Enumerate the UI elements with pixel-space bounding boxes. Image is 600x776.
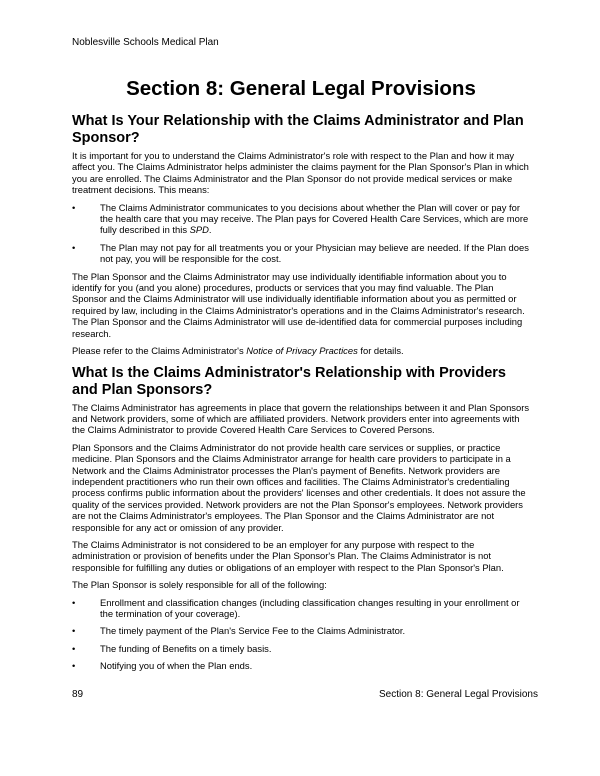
- list-item: • The timely payment of the Plan's Service Fee to the Claims Administrator.: [72, 625, 406, 637]
- bullet-icon: •: [72, 660, 76, 672]
- paragraph-identifiable-info: The Plan Sponsor and the Claims Administrator may use individually identifiable information about you to identify for you (and you alone) procedures, products or services that you may find valuable. The Plan Sponsor and the Claims Administrator will use individually identifiable information about you as permitted or required by law, including in the Claims Administrator's operations and in the Claims Administrator's research. The Plan Sponsor and the Claims Administrator will use de-identified data for commercial purposes including research.: [72, 270, 525, 339]
- list-item: • The Claims Administrator communicates to you decisions about whether the Plan will cover or pay for the health care that you may receive. The Plan pays for Covered Health Care Services, which are more fully described in this SPD.: [72, 201, 529, 236]
- bullet-icon: •: [72, 241, 76, 253]
- running-footer-section: Section 8: General Legal Provisions: [379, 689, 538, 700]
- paragraph-no-health-services: Plan Sponsors and the Claims Administrator do not provide health care services or supplies, or practice medicine. Plan Sponsors and the Claims Administrator arrange for health care providers to participate in a Network and the Claims Administrator processes the Plan's payment of Benefits. Network providers are independent practitioners who run their own offices and facilities. The Claims Administrator's credentialing process confirms public information about the providers' licenses and other credentials. It does not assure the quality of the services provided. Network providers are not the Plan Sponsor's employees. Network providers are not the Claims Administrator's employees. The Plan Sponsor and the Claims Administrator are not responsible for any act or omission of any provider.: [72, 441, 526, 533]
- bullet-icon: •: [72, 596, 76, 608]
- spd-emphasis: SPD: [189, 224, 209, 236]
- bullet-list-2: [72, 597, 530, 672]
- paragraph-privacy-notice: Please refer to the Claims Administrator's Notice of Privacy Practices for details.: [72, 345, 404, 357]
- list-item: • Enrollment and classification changes (including classification changes resulting in your enrollment or the termination of your coverage).: [72, 596, 520, 619]
- section-title: Section 8: General Legal Provisions: [126, 77, 476, 100]
- paragraph-intro: It is important for you to understand the Claims Administrator's role with respect to the Plan and how it may affect you. The Claims Administrator helps administer the claims payment for the Plan Sponsor's Plan in which you are enrolled. The Claims Administrator and the Plan Sponsor do not provide medical services or make treatment decisions. This means:: [72, 150, 529, 196]
- bullet-icon: •: [72, 201, 76, 213]
- heading-relationship-providers: What Is the Claims Administrator's Relationship with Providers and Plan Sponsors?: [72, 364, 506, 398]
- paragraph-not-employer: The Claims Administrator is not considered to be an employer for any purpose with respect to the administration or provision of benefits under the Plan Sponsor's Plan. The Claims Administrator is not responsible for fulfilling any duties or obligations of an employer with respect to the Plan Sponsor's Plan.: [72, 538, 504, 573]
- heading-relationship-claims-admin: What Is Your Relationship with the Claims Administrator and Plan Sponsor?: [72, 113, 524, 146]
- running-header: Noblesville Schools Medical Plan: [72, 37, 219, 48]
- list-item: • The funding of Benefits on a timely basis.: [72, 642, 272, 654]
- list-item: • Notifying you of when the Plan ends.: [72, 660, 253, 672]
- bullet-icon: •: [72, 642, 76, 654]
- page-content: [72, 77, 530, 678]
- bullet-icon: •: [72, 625, 76, 637]
- page-number: 89: [72, 689, 84, 700]
- paragraph-plan-sponsor-responsible: The Plan Sponsor is solely responsible for all of the following:: [72, 579, 327, 591]
- paragraph-agreements: The Claims Administrator has agreements in place that govern the relationships between it and Plan Sponsors and Network providers, some of which are affiliated providers. Network providers enter into agreements with the Claims Administrator to provide Covered Health Care Services to Covered Persons.: [72, 401, 530, 436]
- privacy-notice-title: Notice of Privacy Practices: [246, 345, 358, 357]
- list-item: • The Plan may not pay for all treatments you or your Physician may believe are needed. If the Plan does not pay, you will be responsible for the cost.: [72, 241, 529, 265]
- bullet-list-1: [72, 202, 530, 265]
